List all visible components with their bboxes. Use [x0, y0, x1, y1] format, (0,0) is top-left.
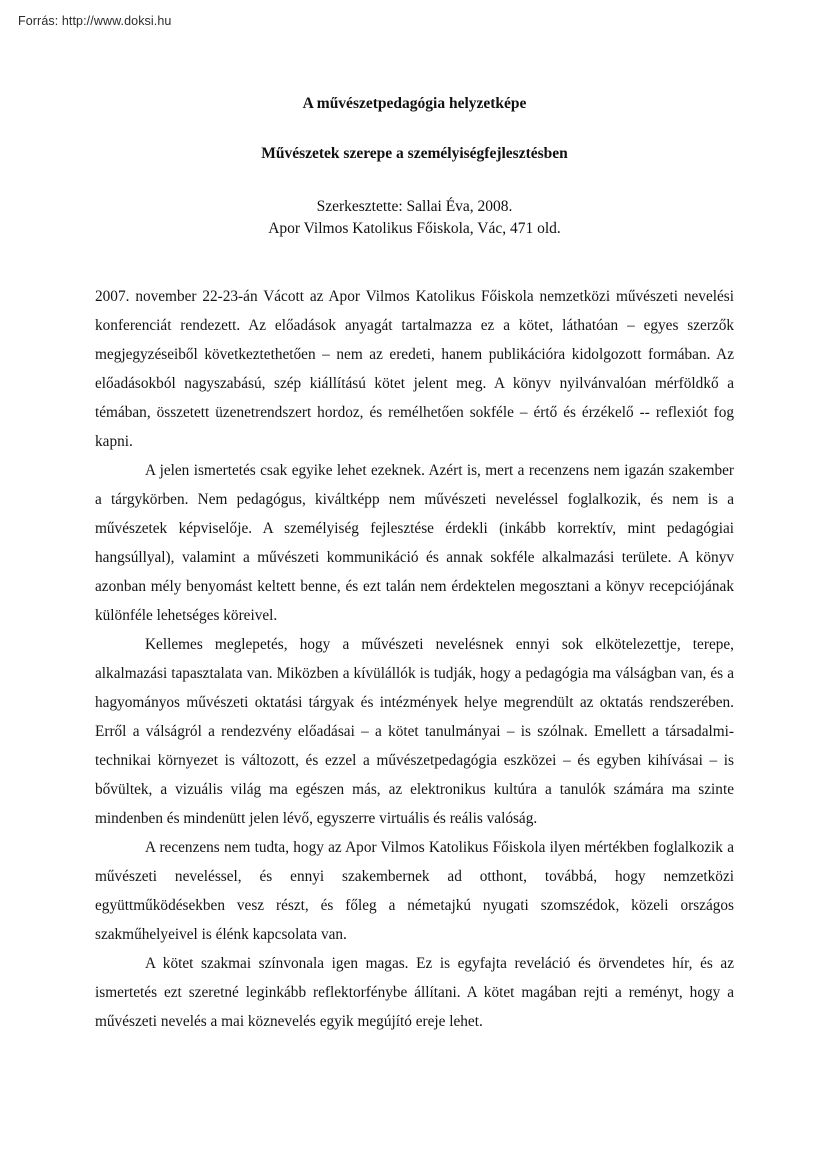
page-subtitle: Művészetek szerepe a személyiségfejlesztésben: [261, 145, 568, 162]
source-url-stamp: Forrás: http://www.doksi.hu: [18, 14, 172, 28]
paragraph: A kötet szakmai színvonala igen magas. Ez is egyfajta reveláció és örvendetes hír, és az ismertetés ezt szeretné leginkább reflektorfénybe állítani. A kötet magában rejti a reményt, hogy a művészeti nevelés a mai köznevelés egyik megújító ereje lehet.: [95, 955, 734, 1030]
body-text: [95, 282, 734, 1036]
credits-block: [95, 196, 734, 240]
page-title: A művészetpedagógia helyzetképe: [302, 95, 527, 112]
paragraph: A jelen ismertetés csak egyike lehet ezeknek. Azért is, mert a recenzens nem igazán szakember a tárgykörben. Nem pedagógus, kiváltképp nem művészeti neveléssel foglalkozik, és nem is a művészetek képviselője. A személyiség fejlesztése érdekli (inkább korrektív, mint pedagógiai hangsúllyal), valamint a művészeti kommunikáció és annak sokféle alkalmazási területe. A könyv azonban mély benyomást keltett benne, és ezt talán nem érdektelen megosztani a könyv recepciójának különféle lehetséges köreivel.: [95, 462, 734, 624]
paragraph: A recenzens nem tudta, hogy az Apor Vilmos Katolikus Főiskola ilyen mértékben foglalkozik a művészeti neveléssel, és ennyi szakembernek ad otthont, továbbá, hogy nemzetközi együttműködésekben vesz részt, és főleg a németajkú nyugati szomszédok, közeli országos szakműhelyeivel is élénk kapcsolata van.: [95, 839, 734, 943]
title-block: [95, 94, 734, 240]
document-content: [95, 0, 734, 1036]
credit-line-editor: Szerkesztette: Sallai Éva, 2008.: [316, 198, 513, 215]
paragraph: Kellemes meglepetés, hogy a művészeti nevelésnek ennyi sok elkötelezettje, terepe, alkalmazási tapasztalata van. Miközben a kívülállók is tudják, hogy a pedagógia ma válságban van, és a hagyományos művészeti oktatási tárgyak és intézmények helye megrendült az oktatás rendszerében. Erről a válságról a rendezvény előadásai – a kötet tanulmányai – is szólnak. Emellett a társadalmi-technikai környezet is változott, és ezzel a művészetpedagógia eszközei – és egyben kihívásai – is bővültek, a vizuális világ ma egészen más, az elektronikus kultúra a tanulók számára ma szinte mindenben és mindenütt jelen lévő, egyszerre virtuális és reális valóság.: [95, 636, 734, 827]
credit-line-publisher: Apor Vilmos Katolikus Főiskola, Vác, 471 old.: [268, 220, 561, 237]
paragraph: 2007. november 22-23-án Vácott az Apor Vilmos Katolikus Főiskola nemzetközi művészeti nevelési konferenciát rendezett. Az előadások anyagát tartalmazza ez a kötet, láthatóan – egyes szerzők megjegyzéseiből következtethetően – nem az eredeti, hanem publikációra kidolgozott formában. Az előadásokból nagyszabású, szép kiállítású kötet jelent meg. A könyv nyilvánvalóan mérföldkő a témában, összetett üzenetrendszert hordoz, és remélhetően sokféle – értő és érzékelő -- reflexiót fog kapni.: [95, 288, 734, 450]
